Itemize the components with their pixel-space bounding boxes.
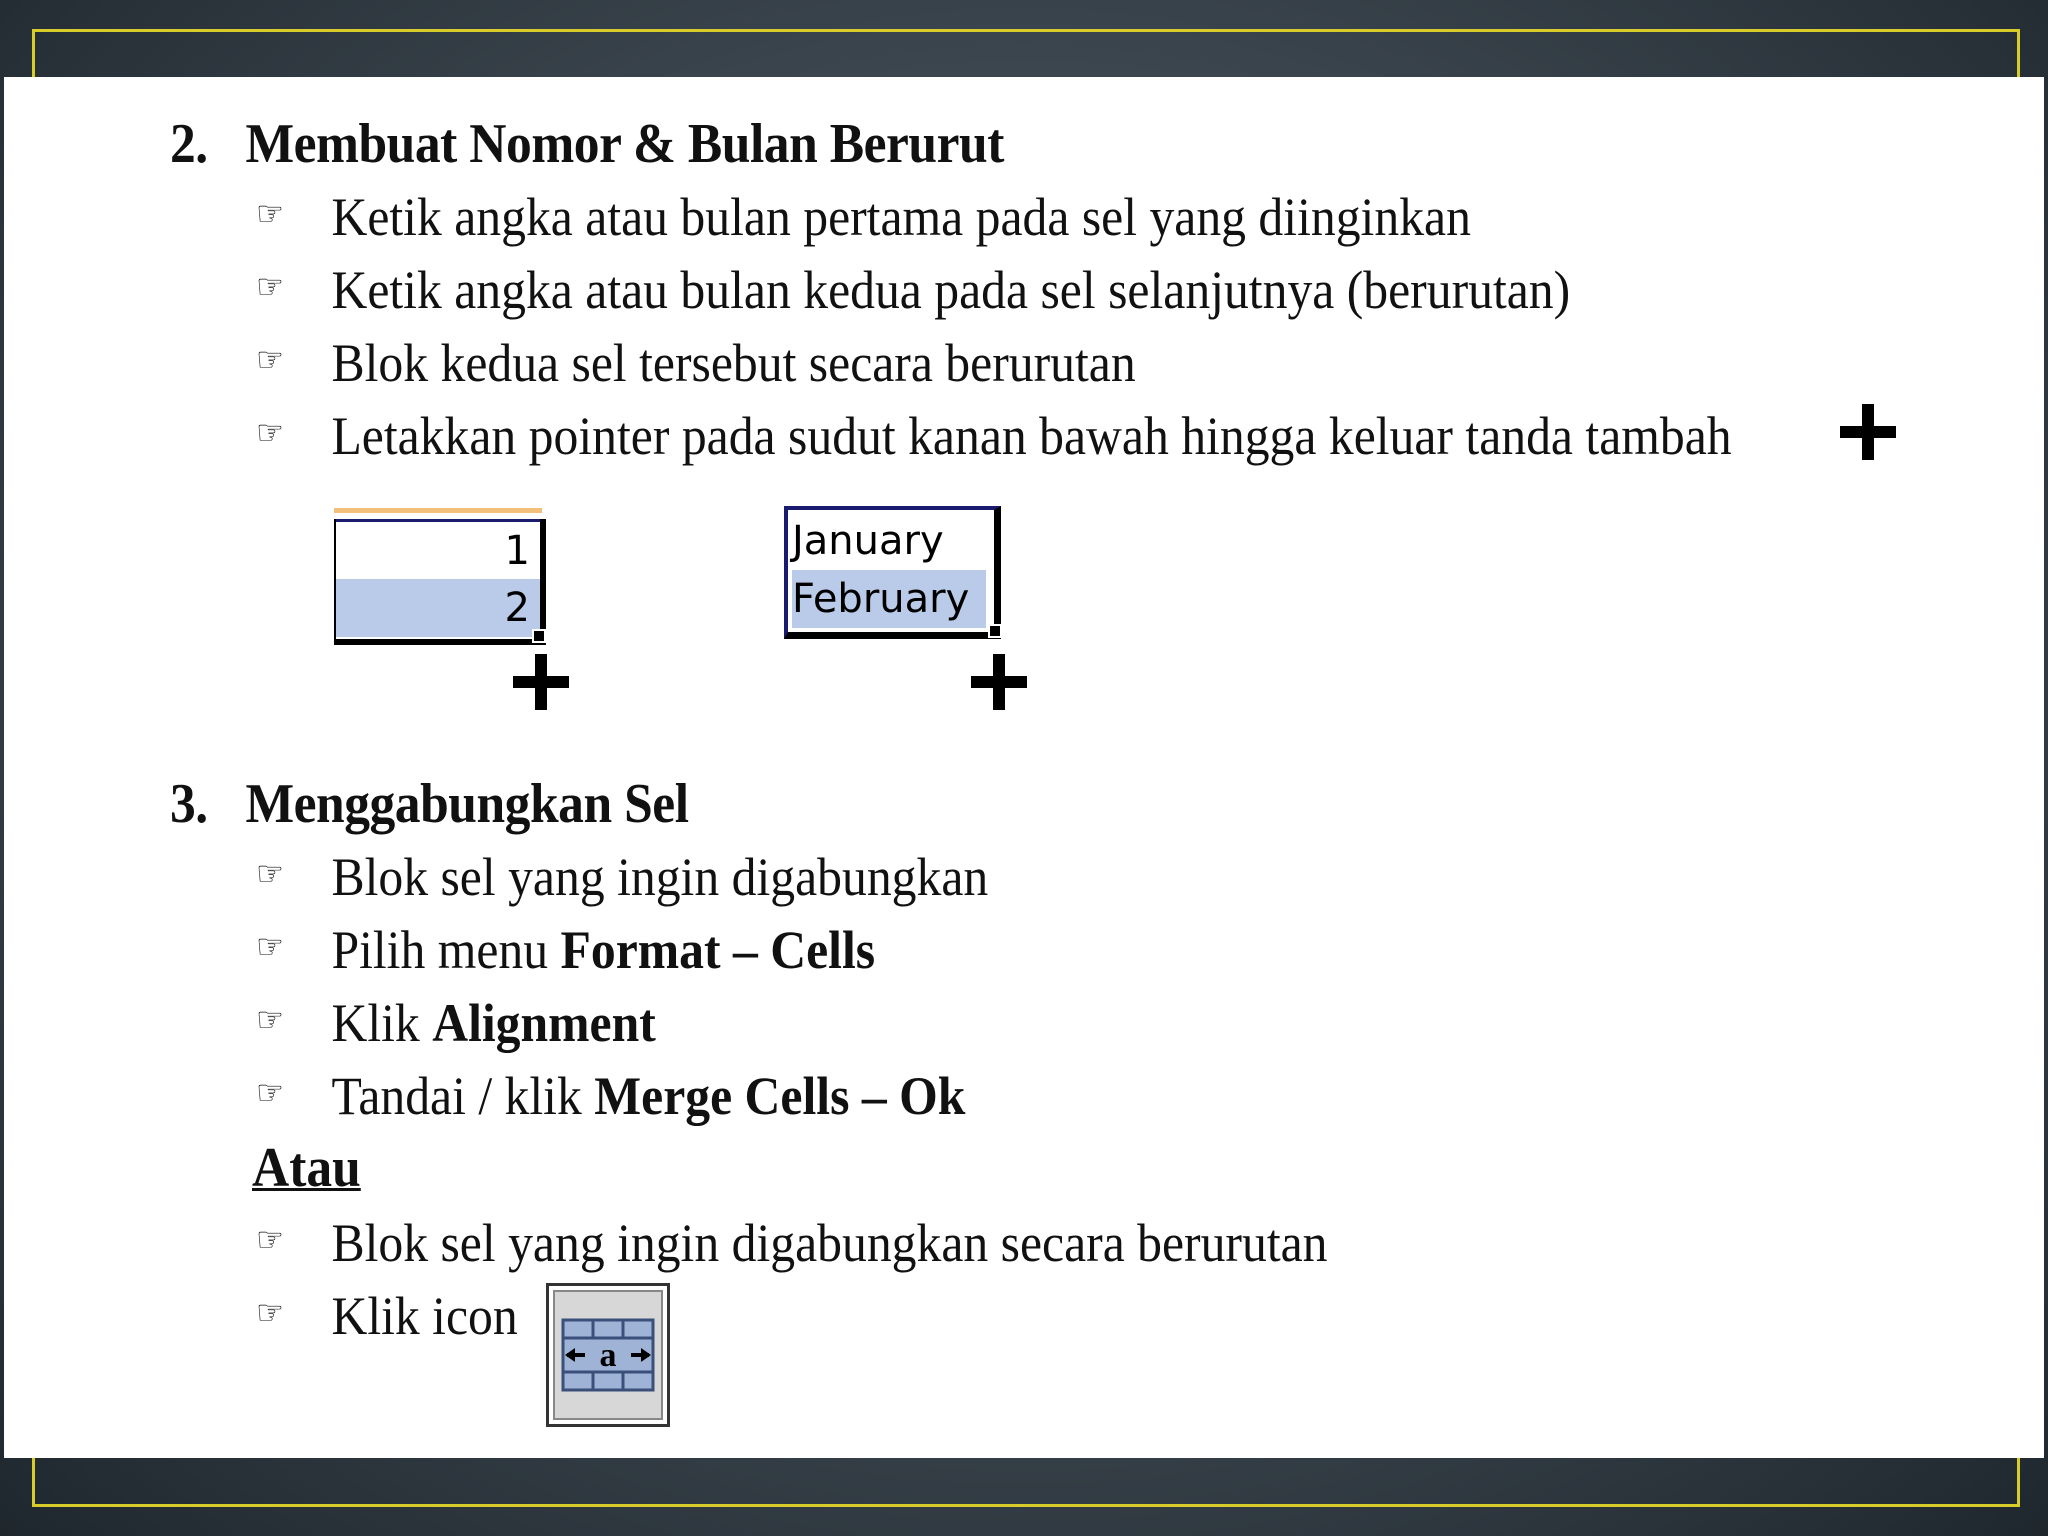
pointing-hand-icon: ☞ bbox=[256, 1293, 285, 1333]
pointing-hand-icon: ☞ bbox=[256, 854, 285, 894]
selection-border bbox=[334, 519, 546, 645]
alternative-bullet-1: ☞ Blok sel yang ingin digabungkan secara berurutan bbox=[256, 1213, 1328, 1273]
pointing-hand-icon: ☞ bbox=[256, 1220, 285, 1260]
section-3-bullet-4: ☞ Tandai / klik Merge Cells – Ok bbox=[256, 1066, 966, 1126]
plus-cursor-icon bbox=[971, 654, 1027, 710]
section-3-heading bbox=[170, 773, 689, 835]
pointing-hand-icon: ☞ bbox=[256, 194, 285, 234]
merge-icon-letter: a bbox=[599, 1337, 617, 1374]
section-2-number: 2. bbox=[170, 113, 208, 175]
pointing-hand-icon: ☞ bbox=[256, 340, 285, 380]
fill-handle bbox=[988, 624, 1002, 638]
section-3-title: Menggabungkan Sel bbox=[245, 773, 689, 835]
plus-cursor-icon bbox=[513, 654, 569, 710]
section-3-number: 3. bbox=[170, 773, 208, 835]
month-cell-1: January bbox=[792, 512, 986, 571]
fill-handle bbox=[532, 629, 546, 643]
frame-bottom-line bbox=[32, 1504, 2020, 1507]
section-2-heading bbox=[170, 113, 1004, 175]
month-cell-2: February bbox=[792, 570, 986, 628]
frame-left-top bbox=[32, 29, 35, 77]
merge-center-icon bbox=[546, 1283, 670, 1427]
number-cell-1: 1 bbox=[334, 519, 542, 581]
merge-center-glyph bbox=[549, 1286, 667, 1424]
pointing-hand-icon: ☞ bbox=[256, 267, 285, 307]
pointing-hand-icon: ☞ bbox=[256, 1073, 285, 1113]
alternative-label: Atau bbox=[252, 1137, 361, 1199]
frame-top-line bbox=[32, 29, 2020, 32]
number-cell-2: 2 bbox=[334, 579, 542, 637]
section-2-bullet-1: ☞ Ketik angka atau bulan pertama pada sel yang diinginkan bbox=[256, 187, 1471, 247]
plus-cursor-icon bbox=[1840, 404, 1896, 460]
pointing-hand-icon: ☞ bbox=[256, 1000, 285, 1040]
section-2-bullet-2: ☞ Ketik angka atau bulan kedua pada sel selanjutnya (berurutan) bbox=[256, 260, 1571, 320]
section-3-bullet-3: ☞ Klik Alignment bbox=[256, 993, 656, 1053]
frame-left-bottom bbox=[32, 1458, 35, 1507]
pointing-hand-icon: ☞ bbox=[256, 927, 285, 967]
section-2-title: Membuat Nomor & Bulan Berurut bbox=[245, 113, 1004, 175]
frame-right-top bbox=[2017, 29, 2020, 77]
section-3-bullet-1: ☞ Blok sel yang ingin digabungkan bbox=[256, 847, 989, 907]
section-3-bullet-2: ☞ Pilih menu Format – Cells bbox=[256, 920, 876, 980]
section-2-bullet-3: ☞ Blok kedua sel tersebut secara berurutan bbox=[256, 333, 1136, 393]
excel-number-example bbox=[334, 508, 542, 639]
alternative-bullet-2: ☞ Klik icon bbox=[256, 1286, 518, 1346]
excel-month-example bbox=[784, 506, 1000, 634]
pointing-hand-icon: ☞ bbox=[256, 413, 285, 453]
frame-right-bottom bbox=[2017, 1458, 2020, 1507]
section-2-bullet-4: ☞ Letakkan pointer pada sudut kanan bawah hingga keluar tanda tambah bbox=[256, 406, 1732, 466]
